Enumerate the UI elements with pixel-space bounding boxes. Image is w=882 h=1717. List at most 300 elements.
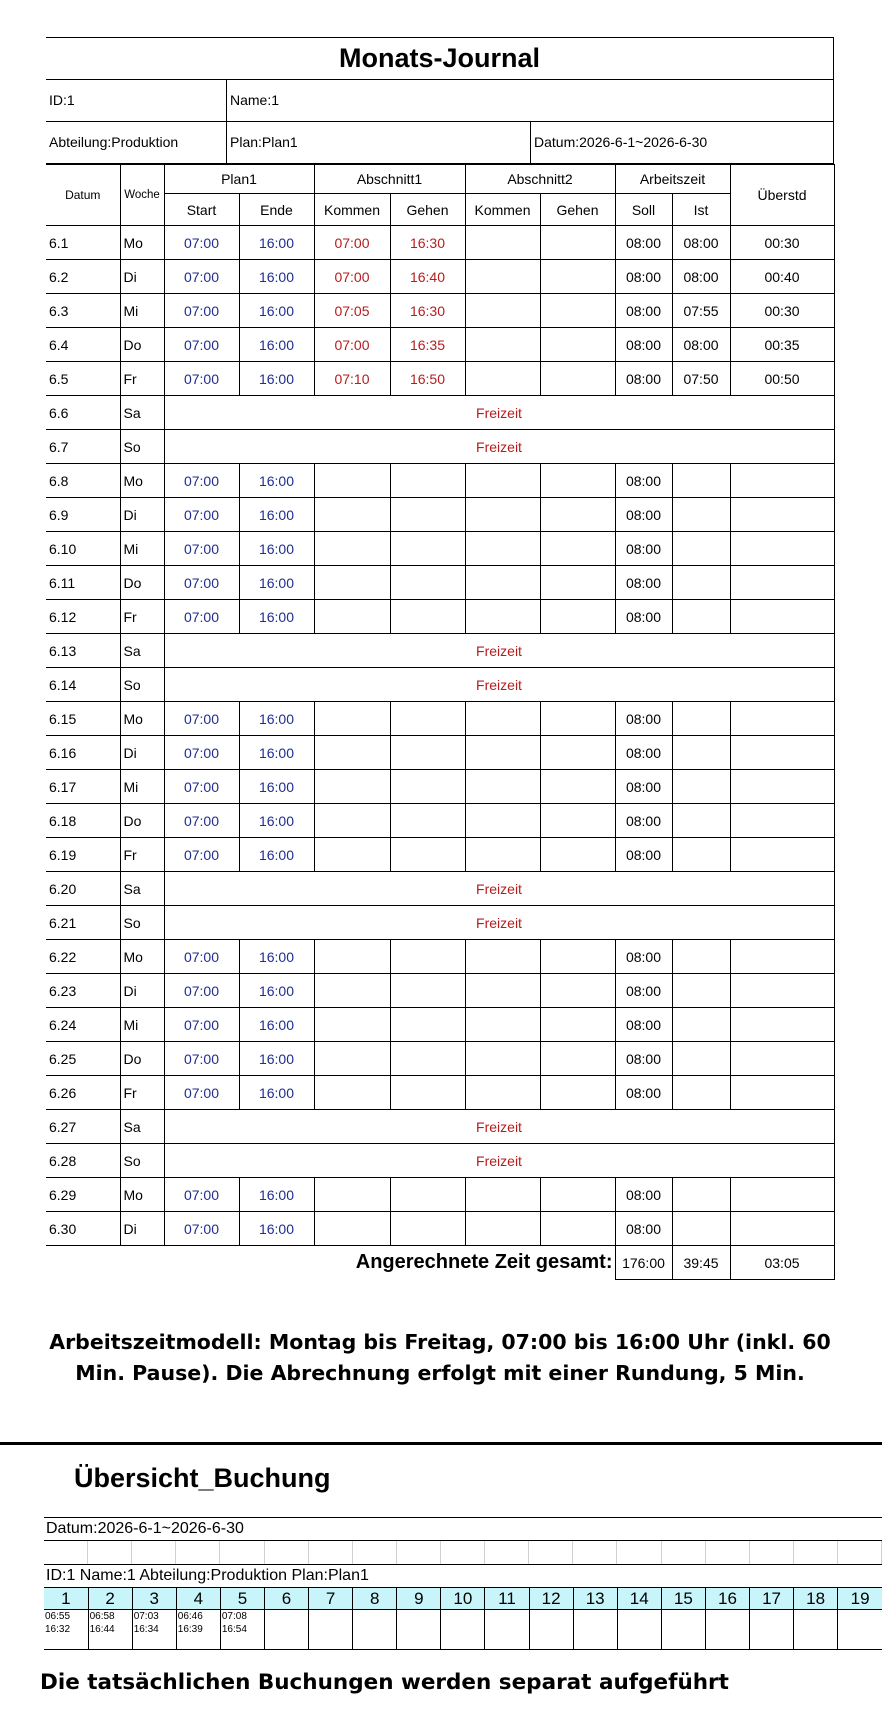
- journal-row: [46, 464, 834, 498]
- row-weekday: Mo: [120, 1178, 164, 1212]
- row-weekday: Do: [120, 1042, 164, 1076]
- booking-times-row: [44, 1610, 882, 1650]
- journal-row: [46, 1076, 834, 1110]
- row-date: 6.27: [46, 1110, 120, 1144]
- row-a1-gehen: [390, 838, 465, 872]
- row-a2-gehen: [540, 1212, 615, 1246]
- row-date: 6.25: [46, 1042, 120, 1076]
- row-plan-start: 07:00: [164, 974, 239, 1008]
- row-a2-gehen: [540, 600, 615, 634]
- spacer-cell: [529, 1541, 573, 1564]
- row-plan-end: 16:00: [239, 1212, 314, 1246]
- row-date: 6.16: [46, 736, 120, 770]
- row-ist: [672, 770, 730, 804]
- row-plan-start: 07:00: [164, 838, 239, 872]
- row-a2-gehen: [540, 1178, 615, 1212]
- row-a2-gehen: [540, 294, 615, 328]
- row-a2-gehen: [540, 328, 615, 362]
- row-ueberstd: [730, 1076, 834, 1110]
- row-freizeit: Freizeit: [164, 396, 834, 430]
- row-weekday: Mo: [120, 464, 164, 498]
- row-a2-kommen: [465, 940, 540, 974]
- row-a1-kommen: [314, 566, 390, 600]
- row-ueberstd: 00:50: [730, 362, 834, 396]
- booking-in-time: 06:46: [177, 1611, 203, 1622]
- booking-cell: [750, 1610, 794, 1650]
- row-a2-gehen: [540, 940, 615, 974]
- row-a1-gehen: [390, 940, 465, 974]
- row-weekday: Sa: [120, 1110, 164, 1144]
- journal-row: [46, 532, 834, 566]
- journal-row: [46, 838, 834, 872]
- row-plan-end: 16:00: [239, 702, 314, 736]
- spacer-cell: [662, 1541, 706, 1564]
- plan-name: Plan:Plan1: [226, 122, 530, 163]
- row-weekday: Fr: [120, 1076, 164, 1110]
- col-ueberstd: Überstd: [730, 165, 834, 226]
- section-divider: [0, 1442, 882, 1445]
- journal-row: [46, 736, 834, 770]
- row-ist: 08:00: [672, 226, 730, 260]
- row-date: 6.23: [46, 974, 120, 1008]
- day-number: 1: [44, 1588, 88, 1610]
- row-a1-kommen: [314, 1076, 390, 1110]
- journal-row: [46, 362, 834, 396]
- day-number: 15: [661, 1588, 705, 1610]
- row-ueberstd: [730, 702, 834, 736]
- row-ueberstd: 00:40: [730, 260, 834, 294]
- row-a2-kommen: [465, 804, 540, 838]
- row-soll: 08:00: [615, 940, 672, 974]
- row-a2-gehen: [540, 770, 615, 804]
- row-plan-end: 16:00: [239, 940, 314, 974]
- booking-cell: [88, 1610, 132, 1650]
- row-ist: [672, 600, 730, 634]
- journal-table: [46, 164, 835, 1280]
- row-date: 6.2: [46, 260, 120, 294]
- row-ueberstd: 00:30: [730, 294, 834, 328]
- row-a1-gehen: [390, 1076, 465, 1110]
- row-plan-start: 07:00: [164, 1076, 239, 1110]
- journal-row: [46, 872, 834, 906]
- row-a2-kommen: [465, 838, 540, 872]
- row-a1-kommen: [314, 1008, 390, 1042]
- journal-row: [46, 1212, 834, 1246]
- row-weekday: So: [120, 906, 164, 940]
- booking-cell: [441, 1610, 485, 1650]
- row-a1-gehen: [390, 600, 465, 634]
- row-plan-end: 16:00: [239, 294, 314, 328]
- row-date: 6.28: [46, 1144, 120, 1178]
- row-date: 6.18: [46, 804, 120, 838]
- row-a1-kommen: [314, 940, 390, 974]
- row-a1-kommen: [314, 804, 390, 838]
- row-soll: 08:00: [615, 600, 672, 634]
- booking-note: Die tatsächlichen Buchungen werden separat aufgeführt: [40, 1670, 729, 1695]
- row-a1-kommen: [314, 600, 390, 634]
- row-weekday: Di: [120, 736, 164, 770]
- row-soll: 08:00: [615, 362, 672, 396]
- spacer-cell: [838, 1541, 882, 1564]
- row-plan-end: 16:00: [239, 736, 314, 770]
- row-date: 6.14: [46, 668, 120, 702]
- row-a1-kommen: 07:00: [314, 328, 390, 362]
- row-a1-gehen: [390, 804, 465, 838]
- row-date: 6.1: [46, 226, 120, 260]
- row-date: 6.24: [46, 1008, 120, 1042]
- journal-row: [46, 974, 834, 1008]
- journal-row: [46, 566, 834, 600]
- day-number: 19: [838, 1588, 882, 1610]
- booking-cell: [309, 1610, 353, 1650]
- day-number: 8: [353, 1588, 397, 1610]
- row-plan-start: 07:00: [164, 1042, 239, 1076]
- col-group-abschnitt1: Abschnitt1: [314, 165, 465, 194]
- overview-employee-line: ID:1 Name:1 Abteilung:Produktion Plan:Plan1: [44, 1564, 882, 1587]
- row-soll: 08:00: [615, 1042, 672, 1076]
- row-date: 6.30: [46, 1212, 120, 1246]
- booking-cell: [264, 1610, 308, 1650]
- row-ueberstd: [730, 770, 834, 804]
- day-number: 16: [705, 1588, 749, 1610]
- row-weekday: Do: [120, 328, 164, 362]
- row-plan-end: 16:00: [239, 804, 314, 838]
- row-date: 6.5: [46, 362, 120, 396]
- row-plan-end: 16:00: [239, 1178, 314, 1212]
- row-a2-kommen: [465, 566, 540, 600]
- col-group-arbeitszeit: Arbeitszeit: [615, 165, 730, 194]
- booking-in-time: 07:03: [133, 1611, 159, 1622]
- row-a1-gehen: 16:35: [390, 328, 465, 362]
- day-number: 18: [794, 1588, 838, 1610]
- journal-row: [46, 702, 834, 736]
- row-ist: [672, 464, 730, 498]
- booking-in-time: 06:58: [89, 1611, 115, 1622]
- row-weekday: Mo: [120, 940, 164, 974]
- row-a1-kommen: 07:10: [314, 362, 390, 396]
- spacer-cell: [44, 1541, 88, 1564]
- employee-name: Name:1: [226, 80, 833, 121]
- row-ueberstd: [730, 804, 834, 838]
- overview-spacer-row: [44, 1540, 882, 1564]
- spacer-cell: [706, 1541, 750, 1564]
- row-freizeit: Freizeit: [164, 668, 834, 702]
- col-a1-gehen: Gehen: [390, 194, 465, 226]
- row-ist: [672, 566, 730, 600]
- row-soll: 08:00: [615, 1178, 672, 1212]
- journal-row: [46, 1110, 834, 1144]
- row-ist: [672, 1212, 730, 1246]
- booking-in-time: 07:08: [221, 1611, 247, 1622]
- journal-row: [46, 1144, 834, 1178]
- col-group-plan1: Plan1: [164, 165, 314, 194]
- row-ueberstd: [730, 974, 834, 1008]
- row-a1-gehen: [390, 974, 465, 1008]
- header-row-groups: [46, 165, 834, 194]
- row-date: 6.11: [46, 566, 120, 600]
- row-a1-kommen: [314, 736, 390, 770]
- department: Abteilung:Produktion: [49, 134, 179, 150]
- row-ist: [672, 1008, 730, 1042]
- row-a1-gehen: [390, 566, 465, 600]
- row-soll: 08:00: [615, 294, 672, 328]
- spacer-cell: [353, 1541, 397, 1564]
- row-a2-gehen: [540, 736, 615, 770]
- row-weekday: Mo: [120, 702, 164, 736]
- row-freizeit: Freizeit: [164, 1144, 834, 1178]
- row-a2-kommen: [465, 294, 540, 328]
- day-number: 12: [529, 1588, 573, 1610]
- row-plan-start: 07:00: [164, 226, 239, 260]
- col-woche: Woche: [120, 165, 164, 226]
- row-date: 6.29: [46, 1178, 120, 1212]
- row-ist: [672, 974, 730, 1008]
- booking-cell: [176, 1610, 220, 1650]
- booking-cell: [573, 1610, 617, 1650]
- booking-cell: [661, 1610, 705, 1650]
- row-a1-gehen: [390, 702, 465, 736]
- row-soll: 08:00: [615, 1008, 672, 1042]
- row-soll: 08:00: [615, 804, 672, 838]
- row-a2-gehen: [540, 532, 615, 566]
- row-date: 6.21: [46, 906, 120, 940]
- row-plan-start: 07:00: [164, 294, 239, 328]
- row-date: 6.7: [46, 430, 120, 464]
- journal-row: [46, 260, 834, 294]
- journal-row: [46, 1178, 834, 1212]
- header-row-fields: [46, 194, 834, 226]
- row-a1-gehen: [390, 498, 465, 532]
- row-ist: 08:00: [672, 260, 730, 294]
- row-freizeit: Freizeit: [164, 430, 834, 464]
- spacer-cell: [617, 1541, 661, 1564]
- col-a2-gehen: Gehen: [540, 194, 615, 226]
- booking-overview: [44, 1517, 882, 1650]
- row-plan-start: 07:00: [164, 770, 239, 804]
- row-a2-kommen: [465, 260, 540, 294]
- row-plan-end: 16:00: [239, 362, 314, 396]
- journal-title: Monats-Journal: [46, 37, 834, 80]
- row-a1-kommen: [314, 1212, 390, 1246]
- day-number: 2: [88, 1588, 132, 1610]
- row-soll: 08:00: [615, 1076, 672, 1110]
- row-a1-kommen: 07:00: [314, 226, 390, 260]
- day-number: 17: [750, 1588, 794, 1610]
- row-soll: 08:00: [615, 702, 672, 736]
- row-plan-start: 07:00: [164, 566, 239, 600]
- row-plan-end: 16:00: [239, 328, 314, 362]
- row-a2-kommen: [465, 498, 540, 532]
- day-number: 11: [485, 1588, 529, 1610]
- row-a2-kommen: [465, 974, 540, 1008]
- row-a2-gehen: [540, 464, 615, 498]
- day-number: 5: [220, 1588, 264, 1610]
- row-ueberstd: 00:35: [730, 328, 834, 362]
- booking-cell: [353, 1610, 397, 1650]
- day-number: 13: [573, 1588, 617, 1610]
- row-date: 6.3: [46, 294, 120, 328]
- booking-cell: [705, 1610, 749, 1650]
- row-weekday: Sa: [120, 396, 164, 430]
- journal-row: [46, 940, 834, 974]
- row-weekday: Do: [120, 804, 164, 838]
- row-a1-kommen: [314, 464, 390, 498]
- day-number: 4: [176, 1588, 220, 1610]
- row-soll: 08:00: [615, 770, 672, 804]
- journal-row: [46, 770, 834, 804]
- row-a2-gehen: [540, 974, 615, 1008]
- booking-days-table: [44, 1587, 882, 1650]
- total-label: Angerechnete Zeit gesamt:: [46, 1246, 615, 1280]
- row-a2-kommen: [465, 226, 540, 260]
- booking-cell: [838, 1610, 882, 1650]
- spacer-cell: [397, 1541, 441, 1564]
- row-a1-gehen: 16:30: [390, 294, 465, 328]
- row-plan-start: 07:00: [164, 804, 239, 838]
- row-plan-start: 07:00: [164, 736, 239, 770]
- row-weekday: So: [120, 430, 164, 464]
- booking-out-time: 16:54: [221, 1624, 247, 1635]
- row-a1-kommen: 07:05: [314, 294, 390, 328]
- row-a2-kommen: [465, 328, 540, 362]
- row-ueberstd: [730, 1212, 834, 1246]
- row-ist: [672, 1076, 730, 1110]
- row-a1-kommen: [314, 1042, 390, 1076]
- row-a1-kommen: [314, 1178, 390, 1212]
- row-ueberstd: [730, 600, 834, 634]
- row-a2-gehen: [540, 226, 615, 260]
- col-soll: Soll: [615, 194, 672, 226]
- col-a2-kommen: Kommen: [465, 194, 540, 226]
- row-a2-kommen: [465, 702, 540, 736]
- row-a1-gehen: [390, 1008, 465, 1042]
- booking-out-time: 16:44: [89, 1624, 115, 1635]
- row-plan-end: 16:00: [239, 260, 314, 294]
- spacer-cell: [176, 1541, 220, 1564]
- row-ist: [672, 532, 730, 566]
- row-weekday: Di: [120, 260, 164, 294]
- row-a1-gehen: [390, 736, 465, 770]
- row-plan-start: 07:00: [164, 328, 239, 362]
- row-freizeit: Freizeit: [164, 906, 834, 940]
- row-date: 6.19: [46, 838, 120, 872]
- row-a2-kommen: [465, 1212, 540, 1246]
- row-plan-end: 16:00: [239, 532, 314, 566]
- booking-out-time: 16:34: [133, 1624, 159, 1635]
- row-weekday: Di: [120, 498, 164, 532]
- col-plan-ende: Ende: [239, 194, 314, 226]
- row-soll: 08:00: [615, 464, 672, 498]
- row-ist: 08:00: [672, 328, 730, 362]
- row-weekday: Di: [120, 1212, 164, 1246]
- row-soll: 08:00: [615, 974, 672, 1008]
- row-plan-end: 16:00: [239, 464, 314, 498]
- total-ueberstd: 03:05: [730, 1246, 834, 1280]
- row-freizeit: Freizeit: [164, 1110, 834, 1144]
- row-date: 6.13: [46, 634, 120, 668]
- booking-cell: [529, 1610, 573, 1650]
- spacer-cell: [485, 1541, 529, 1564]
- journal-row: [46, 634, 834, 668]
- row-plan-start: 07:00: [164, 600, 239, 634]
- day-number: 3: [132, 1588, 176, 1610]
- spacer-cell: [132, 1541, 176, 1564]
- booking-in-time: 06:55: [45, 1611, 71, 1622]
- row-a2-gehen: [540, 1042, 615, 1076]
- row-a2-kommen: [465, 736, 540, 770]
- col-plan-start: Start: [164, 194, 239, 226]
- row-weekday: Fr: [120, 362, 164, 396]
- row-plan-start: 07:00: [164, 498, 239, 532]
- spacer-cell: [750, 1541, 794, 1564]
- row-ist: [672, 1042, 730, 1076]
- spacer-cell: [88, 1541, 132, 1564]
- row-a2-gehen: [540, 498, 615, 532]
- row-weekday: Mi: [120, 532, 164, 566]
- row-a1-kommen: [314, 532, 390, 566]
- row-ueberstd: [730, 498, 834, 532]
- journal-row: [46, 600, 834, 634]
- booking-cell: [220, 1610, 264, 1650]
- row-date: 6.4: [46, 328, 120, 362]
- row-date: 6.20: [46, 872, 120, 906]
- row-soll: 08:00: [615, 1212, 672, 1246]
- row-ueberstd: [730, 566, 834, 600]
- col-a1-kommen: Kommen: [314, 194, 390, 226]
- spacer-cell: [441, 1541, 485, 1564]
- row-a2-gehen: [540, 566, 615, 600]
- row-a1-gehen: [390, 1178, 465, 1212]
- row-freizeit: Freizeit: [164, 872, 834, 906]
- row-ist: [672, 498, 730, 532]
- row-ueberstd: 00:30: [730, 226, 834, 260]
- row-plan-end: 16:00: [239, 838, 314, 872]
- row-a1-gehen: 16:50: [390, 362, 465, 396]
- row-plan-end: 16:00: [239, 566, 314, 600]
- row-ueberstd: [730, 838, 834, 872]
- journal-row: [46, 294, 834, 328]
- row-plan-start: 07:00: [164, 1178, 239, 1212]
- row-plan-start: 07:00: [164, 1008, 239, 1042]
- row-a1-kommen: [314, 702, 390, 736]
- date-range: Datum:2026-6-1~2026-6-30: [530, 122, 833, 163]
- journal-row: [46, 906, 834, 940]
- spacer-cell: [220, 1541, 264, 1564]
- row-a1-kommen: [314, 770, 390, 804]
- day-number: 9: [397, 1588, 441, 1610]
- row-a2-gehen: [540, 804, 615, 838]
- row-plan-start: 07:00: [164, 532, 239, 566]
- row-plan-end: 16:00: [239, 1008, 314, 1042]
- row-date: 6.22: [46, 940, 120, 974]
- row-weekday: Fr: [120, 838, 164, 872]
- row-a1-gehen: [390, 464, 465, 498]
- spacer-cell: [573, 1541, 617, 1564]
- row-a2-gehen: [540, 702, 615, 736]
- row-a1-gehen: 16:40: [390, 260, 465, 294]
- row-ueberstd: [730, 1042, 834, 1076]
- journal-row: [46, 430, 834, 464]
- row-ist: 07:50: [672, 362, 730, 396]
- journal-row: [46, 498, 834, 532]
- row-ist: 07:55: [672, 294, 730, 328]
- row-a2-kommen: [465, 1042, 540, 1076]
- total-ist: 39:45: [672, 1246, 730, 1280]
- row-date: 6.12: [46, 600, 120, 634]
- journal-row: [46, 804, 834, 838]
- row-ist: [672, 838, 730, 872]
- col-ist: Ist: [672, 194, 730, 226]
